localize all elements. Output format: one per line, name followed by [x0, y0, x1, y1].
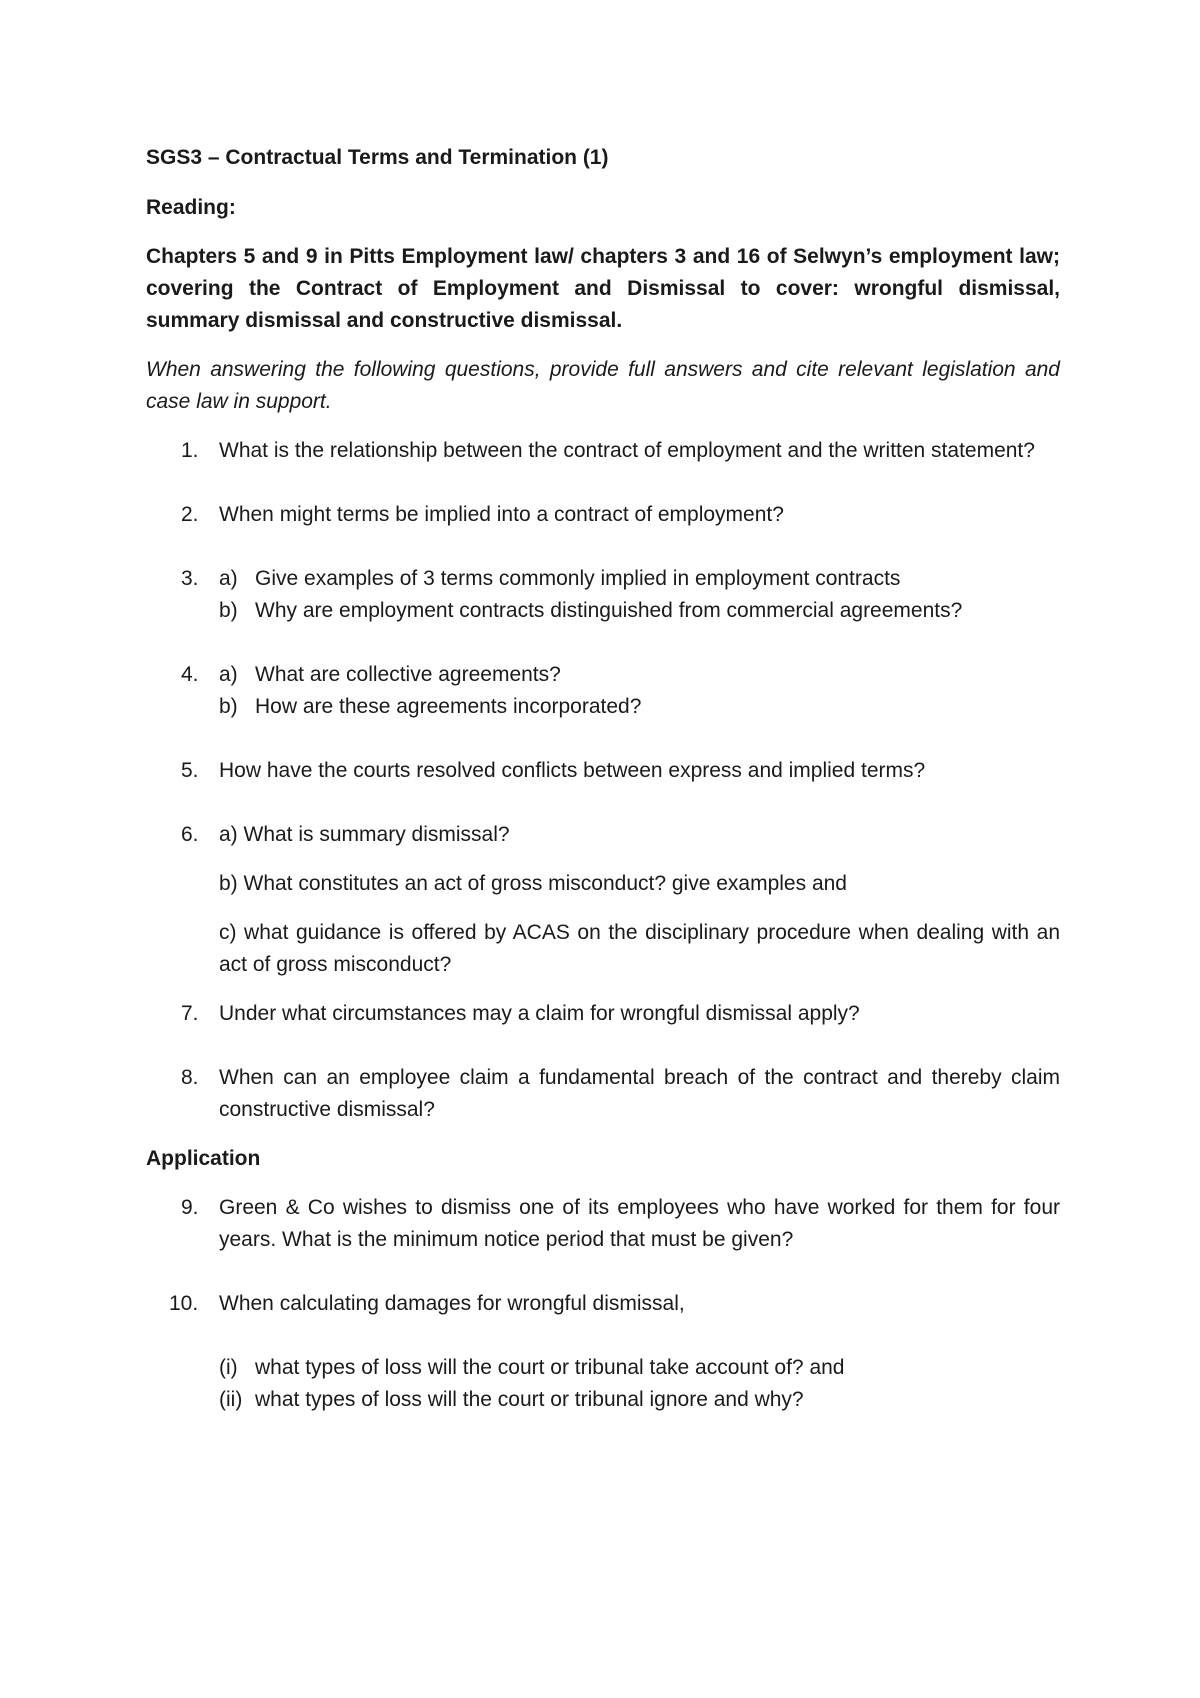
instruction-text: When answering the following questions, provide full answers and cite relevant legislation and case law in support. — [146, 358, 1060, 413]
question-text: How have the courts resolved conflicts between express and implied terms? — [219, 759, 926, 782]
question-2 — [146, 499, 1060, 531]
sub-question-a: a) What is summary dismissal? — [219, 823, 510, 846]
question-text: What is the relationship between the contract of employment and the written statement? — [219, 439, 1035, 462]
sub-question-b — [219, 691, 1060, 723]
question-1 — [146, 435, 1060, 467]
question-3 — [146, 563, 1060, 627]
question-number: 2. — [181, 503, 199, 526]
sub-label: b) — [219, 695, 238, 718]
question-7 — [146, 998, 1060, 1030]
question-4 — [146, 659, 1060, 723]
question-number: 10. — [169, 1292, 199, 1315]
sub-text: What are collective agreements? — [255, 663, 561, 686]
sub-label: a) — [219, 567, 238, 590]
sub-label: (ii) — [219, 1388, 243, 1411]
question-number: 5. — [181, 759, 199, 782]
question-number: 1. — [181, 439, 199, 462]
sub-text: what types of loss will the court or tribunal ignore and why? — [255, 1388, 804, 1411]
question-number: 7. — [181, 1002, 199, 1025]
sub-question-a — [219, 563, 1060, 595]
question-text: When can an employee claim a fundamental breach of the contract and thereby claim constructive dismissal? — [219, 1066, 1060, 1121]
question-number: 8. — [181, 1066, 199, 1089]
sub-question-b — [219, 595, 1060, 627]
sub-text: How are these agreements incorporated? — [255, 695, 642, 718]
question-text: Under what circumstances may a claim for wrongful dismissal apply? — [219, 1002, 860, 1025]
sub-question-a — [219, 659, 1060, 691]
sub-label: b) — [219, 599, 238, 622]
sub-question-ii — [219, 1384, 1060, 1416]
document-body — [146, 142, 1060, 1416]
question-text: Green & Co wishes to dismiss one of its employees who have worked for them for four years. What is the minimum notice period that must be given? — [219, 1196, 1060, 1251]
document-title: SGS3 – Contractual Terms and Termination (1) — [146, 146, 609, 169]
question-number: 9. — [181, 1196, 199, 1219]
question-10 — [146, 1288, 1060, 1416]
question-8 — [146, 1062, 1060, 1126]
question-number: 6. — [181, 823, 199, 846]
sub-question-b: b) What constitutes an act of gross misconduct? give examples and — [219, 872, 847, 895]
application-heading: Application — [146, 1147, 261, 1170]
question-5 — [146, 755, 1060, 787]
sub-label: (i) — [219, 1356, 238, 1379]
question-text: When calculating damages for wrongful dismissal, — [219, 1292, 685, 1315]
sub-text: what types of loss will the court or tribunal take account of? and — [255, 1356, 845, 1379]
sub-question-c: c) what guidance is offered by ACAS on the disciplinary procedure when dealing with an act of gross misconduct? — [219, 921, 1060, 976]
question-number: 3. — [181, 567, 199, 590]
question-6 — [146, 819, 1060, 981]
question-9 — [146, 1192, 1060, 1256]
question-number: 4. — [181, 663, 199, 686]
reading-heading: Reading: — [146, 196, 236, 219]
sub-question-i — [219, 1352, 1060, 1384]
question-text: When might terms be implied into a contract of employment? — [219, 503, 784, 526]
sub-label: a) — [219, 663, 238, 686]
sub-text: Why are employment contracts distinguished from commercial agreements? — [255, 599, 963, 622]
reading-list: Chapters 5 and 9 in Pitts Employment law/ chapters 3 and 16 of Selwyn’s employment law; covering the Contract of Employment and Dismissal to cover: wrongful dismissal, summary dismissal and constructive dismissal. — [146, 245, 1060, 332]
sub-text: Give examples of 3 terms commonly implied in employment contracts — [255, 567, 901, 590]
